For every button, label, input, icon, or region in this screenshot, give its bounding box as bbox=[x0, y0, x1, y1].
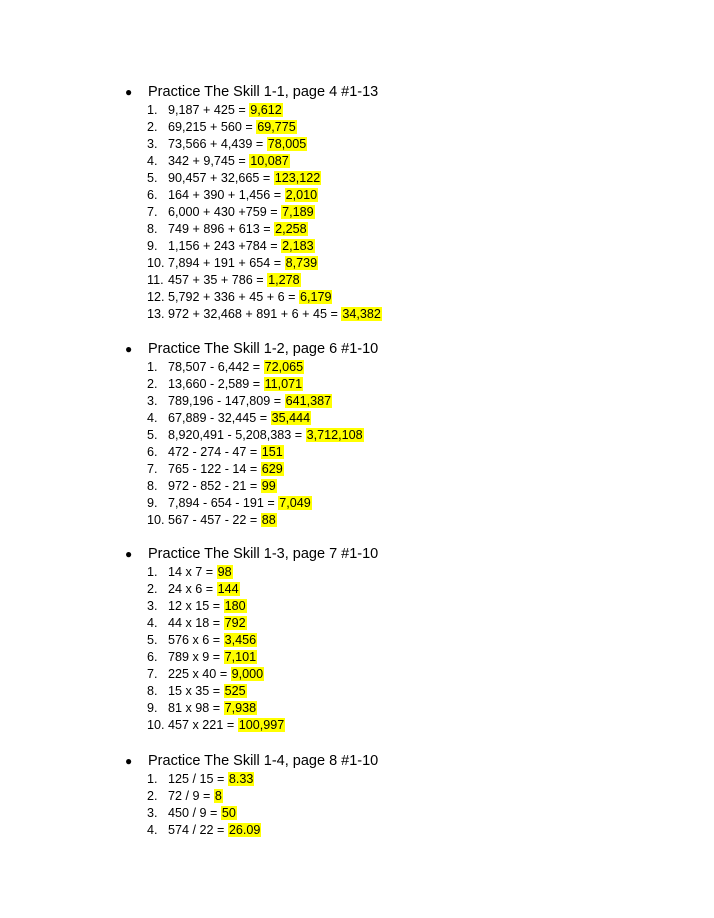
item-number: 2. bbox=[147, 582, 158, 596]
item-number: 6. bbox=[147, 445, 158, 459]
item-number: 10. bbox=[147, 513, 165, 527]
expression: 125 / 15 = bbox=[168, 772, 225, 786]
expression: 81 x 98 = bbox=[168, 701, 221, 715]
expression: 78,507 - 6,442 = bbox=[168, 360, 261, 374]
highlighted-answer: 26.09 bbox=[228, 823, 261, 837]
item-number: 3. bbox=[147, 394, 158, 408]
highlighted-answer: 78,005 bbox=[267, 137, 307, 151]
expression: 14 x 7 = bbox=[168, 565, 214, 579]
item-number: 7. bbox=[147, 667, 158, 681]
expression: 972 - 852 - 21 = bbox=[168, 479, 258, 493]
highlighted-answer: 50 bbox=[221, 806, 236, 820]
highlighted-answer: 8 bbox=[214, 789, 222, 803]
item-number: 5. bbox=[147, 633, 158, 647]
item-number: 3. bbox=[147, 137, 158, 151]
highlighted-answer: 3,456 bbox=[224, 633, 257, 647]
expression: 567 - 457 - 22 = bbox=[168, 513, 258, 527]
highlighted-answer: 7,049 bbox=[279, 496, 311, 510]
highlighted-answer: 2,010 bbox=[285, 188, 318, 202]
expression: 765 - 122 - 14 = bbox=[168, 462, 258, 476]
item-number: 12. bbox=[147, 290, 165, 304]
expression: 6,000 + 430 +759 = bbox=[168, 205, 278, 219]
item-number: 1. bbox=[147, 103, 158, 117]
highlighted-answer: 9,612 bbox=[250, 103, 282, 117]
item-number: 1. bbox=[147, 565, 158, 579]
highlighted-answer: 7,101 bbox=[224, 650, 257, 664]
item-number: 8. bbox=[147, 222, 158, 236]
expression: 457 x 221 = bbox=[168, 718, 235, 732]
expression: 472 - 274 - 47 = bbox=[168, 445, 258, 459]
bullet-icon: ● bbox=[125, 754, 133, 768]
expression: 574 / 22 = bbox=[168, 823, 225, 837]
expression: 72 / 9 = bbox=[168, 789, 211, 803]
item-number: 2. bbox=[147, 377, 158, 391]
item-number: 13. bbox=[147, 307, 165, 321]
highlighted-answer: 629 bbox=[261, 462, 283, 476]
item-number: 2. bbox=[147, 120, 158, 134]
item-number: 8. bbox=[147, 684, 158, 698]
expression: 24 x 6 = bbox=[168, 582, 214, 596]
highlighted-answer: 11,071 bbox=[264, 377, 303, 391]
expression: 90,457 + 32,665 = bbox=[168, 171, 271, 185]
expression: 225 x 40 = bbox=[168, 667, 228, 681]
item-number: 1. bbox=[147, 772, 158, 786]
highlighted-answer: 2,258 bbox=[275, 222, 307, 236]
highlighted-answer: 69,775 bbox=[257, 120, 296, 134]
item-number: 5. bbox=[147, 171, 158, 185]
highlighted-answer: 792 bbox=[224, 616, 246, 630]
expression: 44 x 18 = bbox=[168, 616, 221, 630]
expression: 15 x 35 = bbox=[168, 684, 221, 698]
highlighted-answer: 99 bbox=[261, 479, 276, 493]
expression: 450 / 9 = bbox=[168, 806, 218, 820]
highlighted-answer: 34,382 bbox=[342, 307, 381, 321]
highlighted-answer: 35,444 bbox=[271, 411, 311, 425]
expression: 789 x 9 = bbox=[168, 650, 221, 664]
item-number: 8. bbox=[147, 479, 158, 493]
item-number: 3. bbox=[147, 806, 158, 820]
item-number: 11. bbox=[147, 273, 164, 287]
highlighted-answer: 1,278 bbox=[268, 273, 300, 287]
expression: 164 + 390 + 1,456 = bbox=[168, 188, 282, 202]
expression: 1,156 + 243 +784 = bbox=[168, 239, 278, 253]
expression: 457 + 35 + 786 = bbox=[168, 273, 264, 287]
highlighted-answer: 7,189 bbox=[282, 205, 314, 219]
highlighted-answer: 123,122 bbox=[274, 171, 321, 185]
expression: 576 x 6 = bbox=[168, 633, 221, 647]
item-number: 4. bbox=[147, 154, 158, 168]
item-number: 2. bbox=[147, 789, 158, 803]
item-number: 4. bbox=[147, 411, 158, 425]
section-title: Practice The Skill 1-2, page 6 #1-10 bbox=[148, 341, 379, 357]
highlighted-answer: 525 bbox=[224, 684, 246, 698]
highlighted-answer: 2,183 bbox=[282, 239, 314, 253]
item-number: 10. bbox=[147, 718, 165, 732]
expression: 9,187 + 425 = bbox=[168, 103, 246, 117]
highlighted-answer: 7,938 bbox=[224, 701, 257, 715]
highlighted-answer: 72,065 bbox=[264, 360, 304, 374]
item-number: 9. bbox=[147, 239, 158, 253]
expression: 7,894 - 654 - 191 = bbox=[168, 496, 275, 510]
item-number: 3. bbox=[147, 599, 158, 613]
highlighted-answer: 151 bbox=[261, 445, 283, 459]
highlighted-answer: 98 bbox=[217, 565, 232, 579]
highlighted-answer: 100,997 bbox=[238, 718, 285, 732]
highlighted-answer: 10,087 bbox=[250, 154, 289, 168]
highlighted-answer: 3,712,108 bbox=[306, 428, 363, 442]
bullet-icon: ● bbox=[125, 85, 133, 99]
expression: 972 + 32,468 + 891 + 6 + 45 = bbox=[168, 307, 338, 321]
item-number: 7. bbox=[147, 462, 158, 476]
item-number: 9. bbox=[147, 496, 158, 510]
expression: 69,215 + 560 = bbox=[168, 120, 253, 134]
highlighted-answer: 180 bbox=[224, 599, 246, 613]
expression: 342 + 9,745 = bbox=[168, 154, 246, 168]
expression: 5,792 + 336 + 45 + 6 = bbox=[168, 290, 296, 304]
section-title: Practice The Skill 1-1, page 4 #1-13 bbox=[148, 84, 379, 100]
item-number: 1. bbox=[147, 360, 158, 374]
expression: 73,566 + 4,439 = bbox=[168, 137, 264, 151]
item-number: 7. bbox=[147, 205, 158, 219]
item-number: 9. bbox=[147, 701, 158, 715]
highlighted-answer: 88 bbox=[261, 513, 276, 527]
bullet-icon: ● bbox=[125, 547, 133, 561]
item-number: 5. bbox=[147, 428, 158, 442]
expression: 7,894 + 191 + 654 = bbox=[168, 256, 282, 270]
highlighted-answer: 9,000 bbox=[231, 667, 264, 681]
section-title: Practice The Skill 1-4, page 8 #1-10 bbox=[148, 753, 379, 769]
section-title: Practice The Skill 1-3, page 7 #1-10 bbox=[148, 546, 379, 562]
expression: 67,889 - 32,445 = bbox=[168, 411, 268, 425]
item-number: 4. bbox=[147, 616, 158, 630]
highlighted-answer: 6,179 bbox=[299, 290, 332, 304]
highlighted-answer: 8,739 bbox=[285, 256, 318, 270]
expression: 12 x 15 = bbox=[168, 599, 221, 613]
highlighted-answer: 144 bbox=[217, 582, 239, 596]
expression: 8,920,491 - 5,208,383 = bbox=[168, 428, 303, 442]
highlighted-answer: 8.33 bbox=[228, 772, 254, 786]
highlighted-answer: 641,387 bbox=[285, 394, 332, 408]
expression: 789,196 - 147,809 = bbox=[168, 394, 282, 408]
item-number: 6. bbox=[147, 650, 158, 664]
expression: 749 + 896 + 613 = bbox=[168, 222, 271, 236]
expression: 13,660 - 2,589 = bbox=[168, 377, 261, 391]
item-number: 4. bbox=[147, 823, 158, 837]
bullet-icon: ● bbox=[125, 342, 133, 356]
item-number: 6. bbox=[147, 188, 158, 202]
item-number: 10. bbox=[147, 256, 165, 270]
